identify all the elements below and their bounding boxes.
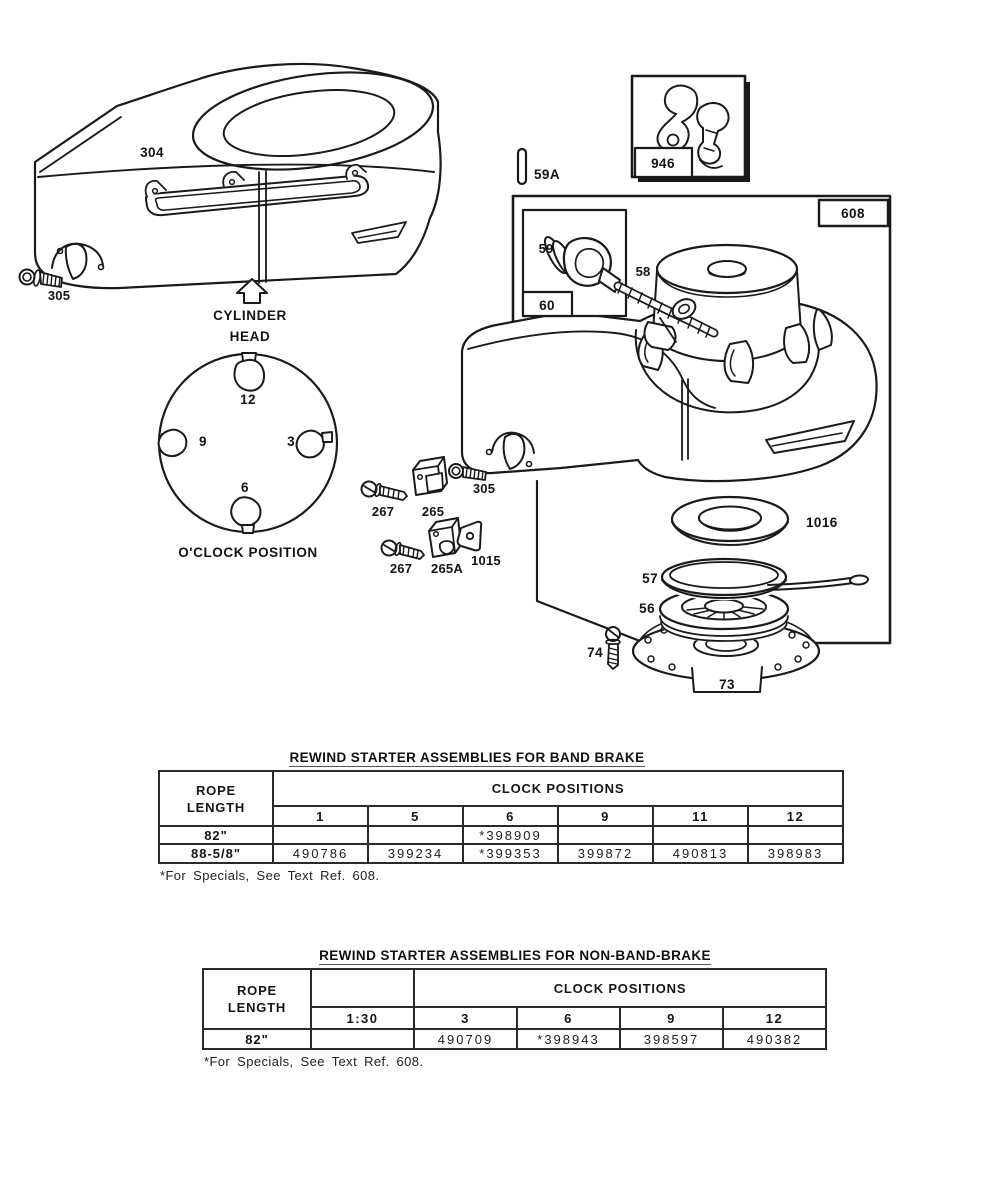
label-265a: 265A [431, 561, 463, 576]
position-col: 1 [273, 806, 368, 826]
part-number-cell: *398909 [463, 826, 558, 844]
clutch-screw-74-drawing [587, 627, 620, 669]
label-1016: 1016 [806, 515, 838, 530]
table-row [159, 826, 843, 844]
position-col: 5 [368, 806, 463, 826]
part-number-cell [311, 1029, 414, 1049]
part-number-cell: 399234 [368, 844, 463, 863]
clock-9: 9 [199, 434, 207, 449]
empty-header-cell [311, 969, 414, 1007]
label-946: 946 [651, 156, 675, 171]
label-267-lower: 267 [389, 561, 413, 576]
rope-length-header [159, 771, 273, 826]
rope-length-header [203, 969, 311, 1029]
rope-header-line2: LENGTH [186, 799, 246, 815]
clock-positions-header: CLOCK POSITIONS [414, 969, 826, 1007]
label-267-upper: 267 [371, 504, 395, 519]
label-608: 608 [841, 206, 865, 221]
washer-1016-drawing [672, 497, 838, 547]
label-60: 60 [539, 298, 555, 313]
position-col: 6 [463, 806, 558, 826]
table-row [203, 1029, 826, 1049]
clock-12: 12 [240, 392, 256, 407]
label-59: 59 [538, 241, 554, 256]
band-brake-table-title: REWIND STARTER ASSEMBLIES FOR BAND BRAKE [289, 750, 645, 765]
rope-length-cell: 88-5/8" [159, 844, 273, 863]
part-number-cell: 398597 [620, 1029, 723, 1049]
cylinder-head-pointer [213, 279, 287, 344]
part-number-cell: 490786 [273, 844, 368, 863]
position-col: 9 [620, 1007, 723, 1029]
label-57: 57 [642, 571, 658, 586]
part-number-cell [748, 826, 843, 844]
rope-guide-box-946 [632, 76, 750, 182]
label-59a: 59A [534, 167, 560, 182]
rope-header-line1: ROPE [236, 983, 278, 998]
label-74: 74 [587, 645, 603, 660]
non-band-brake-footnote: *For Specials, See Text Ref. 608. [204, 1054, 424, 1069]
part-number-cell [653, 826, 748, 844]
part-number-cell [273, 826, 368, 844]
position-col: 11 [653, 806, 748, 826]
part-number-cell: 490382 [723, 1029, 826, 1049]
label-304: 304 [140, 145, 164, 160]
band-brake-table [158, 770, 844, 864]
clock-caption: O'CLOCK POSITION [178, 545, 318, 560]
clock-position-figure [159, 353, 337, 560]
part-number-cell: *398943 [517, 1029, 620, 1049]
label-305-left: 305 [47, 288, 71, 303]
label-58: 58 [635, 264, 651, 279]
label-305-right: 305 [472, 481, 496, 496]
cylinder-head-line1: CYLINDER [213, 308, 287, 323]
clock-positions-header: CLOCK POSITIONS [273, 771, 843, 806]
part-number-cell: *399353 [463, 844, 558, 863]
handle-inset-drawing [523, 210, 626, 316]
position-col: 12 [748, 806, 843, 826]
label-73: 73 [719, 677, 735, 692]
pin-59a-drawing [518, 149, 560, 184]
plate-1015-drawing [458, 522, 501, 568]
part-number-cell: 398983 [748, 844, 843, 863]
part-number-cell [558, 826, 653, 844]
position-col: 3 [414, 1007, 517, 1029]
rope-header-line2: LENGTH [227, 1000, 287, 1015]
rope-header-line1: ROPE [195, 782, 237, 798]
part-number-cell: 490813 [653, 844, 748, 863]
position-col: 12 [723, 1007, 826, 1029]
non-band-brake-table-title: REWIND STARTER ASSEMBLIES FOR NON-BAND-BRAKE [319, 948, 711, 963]
screw-267-upper-drawing [362, 482, 408, 520]
rope-length-cell: 82" [159, 826, 273, 844]
band-brake-footnote: *For Specials, See Text Ref. 608. [160, 868, 380, 883]
blower-housing-left-drawing [35, 59, 441, 289]
position-col: 6 [517, 1007, 620, 1029]
clip-265a-drawing [429, 518, 463, 576]
clip-265-drawing [413, 457, 447, 519]
part-number-cell: 490709 [414, 1029, 517, 1049]
table-row [159, 844, 843, 863]
non-band-brake-table [202, 968, 827, 1050]
clock-3: 3 [287, 434, 295, 449]
position-col: 1:30 [311, 1007, 414, 1029]
screw-267-lower-drawing [382, 541, 425, 577]
label-1015: 1015 [471, 553, 501, 568]
part-number-cell [368, 826, 463, 844]
starter-spring-57-drawing [642, 559, 868, 600]
position-col: 9 [558, 806, 653, 826]
clock-6: 6 [241, 480, 249, 495]
part-number-cell: 399872 [558, 844, 653, 863]
rope-length-cell: 82" [203, 1029, 311, 1049]
label-265: 265 [421, 504, 445, 519]
cylinder-head-line2: HEAD [229, 329, 271, 344]
label-56: 56 [639, 601, 655, 616]
